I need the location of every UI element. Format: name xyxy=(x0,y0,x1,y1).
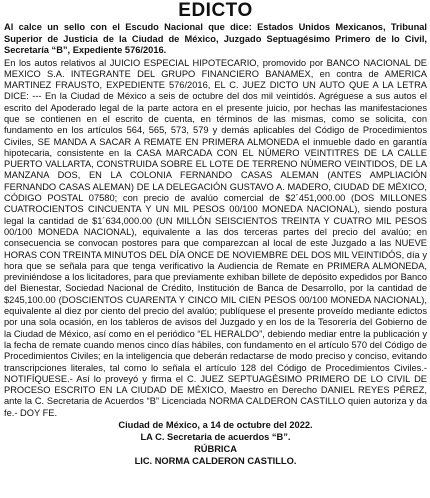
secretary-line: LA C. Secretaria de acuerdos “B”. xyxy=(140,432,291,442)
document-title: EDICTO xyxy=(178,0,253,21)
signature-block xyxy=(4,419,427,467)
edict-body-paragraph: En los autos relativos al JUICIO ESPECIAL HIPOTECARIO, promovido por BANCO NACIONAL DE MEXICO S.A. INTEGRANTE DEL GRUPO FINANCIERO BANAMEX, en contra de AMERICA MARTINEZ FRAUSTO, EXPEDIENTE 576/2016, EL C. JUEZ DICTO UN AUTO QUE A LA LETRA DICE: --- En la Ciudad de México a seis de octubre del dos mil veintidós. Agréguese a sus autos el escrito del Apoderado legal de la parte actora en el presente juicio, por hechas las manifestaciones que se contienen en el escrito de cuenta, en términos de las mismas, como se solicita, con fundamento en los artículos 564, 565, 573, 579 y demás aplicables del Código de Procedimientos Civiles, SE MANDA A SACAR A REMATE EN PRIMERA ALMONEDA el inmueble dado en garantía hipotecaria, consistente en la CASA MARCADA CON EL NÚMERO VEINTITRES DE LA CALLE PUERTO VALLARTA, CONSTRUIDA SOBRE EL LOTE DE TERRENO NÚMERO VEINTIDOS, DE LA MANZANA DOS, EN LA COLONIA FERNANDO CASAS ALEMAN (ANTES AMPLIACIÓN FERNANDO CASAS ALEMAN) DE LA DELEGACIÓN GUSTAVO A. MADERO, CIUDAD DE MÉXICO, CÓDIGO POSTAL 07580; con precio de avalúo comercial de $2´451,000.00 (DOS MILLONES CUATROCIENTOS CINCUENTA Y UN MIL PESOS 00/100 MONEDA NACIONAL), siendo postura legal la cantidad de $1´634,000.00 (UN MILLÓN SEISCIENTOS TREINTA Y CUATRO MIL PESOS 00/100 MONEDA NACIONAL), equivalente a las dos terceras partes del precio del avalúo; en consecuencia se convocan postores para que comparezcan al local de este Juzgado a las NUEVE HORAS CON TREINTA MINUTOS DEL DÍA ONCE DE NOVIEMBRE DEL DOS MIL VEINTIDÓS, día y hora que se señala para que tenga verificativo la Audiencia de Remate en PRIMERA ALMONEDA, previniéndose a los licitadores, para que previamente exhiban billete de depósito expedidos por Banco del Bienestar, Sociedad Nacional de Crédito, Institución de Banca de Desarrollo, por la cantidad de $245,100.00 (DOSCIENTOS CUARENTA Y CINCO MIL CIEN PESOS 00/100 MONEDA NACIONAL), equivalente al diez por ciento del precio del avalúo; publíquese el presente proveído mediante edictos por una sola ocasión, en los tableros de avisos del Juzgado y en los de la Tesorería del Gobierno de la Ciudad de México, así como en el periódico “EL HERALDO”, debiendo mediar entre la publicación y la fecha de remate cuando menos cinco días hábiles, con fundamento en el artículo 570 del Código de Procedimientos Civiles; en la inteligencia que deberán redactarse de modo preciso y conciso, evitando transcripciones literales, tal como lo señala el artículo 128 del Código de Procedimientos Civiles.- NOTIFÍQUESE.- Así lo proveyó y firma el C. JUEZ SEPTUAGÉSIMO PRIMERO DE LO CIVIL DE PROCESO ESCRITO EN LA CIUDAD DE MÉXICO, Maestro en Derecho DANIEL REYES PÉREZ, ante la C. Secretaria de Acuerdos “B” Licenciada NORMA CALDERON CASTILLO quien autoriza y da fe.- DOY FE. xyxy=(4,57,427,418)
seal-intro-paragraph: Al calce un sello con el Escudo Nacional que dice: Estados Unidos Mexicanos, Tribunal Superior de Justicia de la Ciudad de México, Juzgado Septuagésimo Primero de lo Civil, Secretaría “B”, Expediente 576/2016. xyxy=(4,22,427,55)
rubrica-label: RÚBRICA xyxy=(194,444,237,454)
signer-name: LIC. NORMA CALDERON CASTILLO. xyxy=(134,456,297,466)
closing-date: Ciudad de México, a 14 de octubre del 2022. xyxy=(118,420,313,430)
